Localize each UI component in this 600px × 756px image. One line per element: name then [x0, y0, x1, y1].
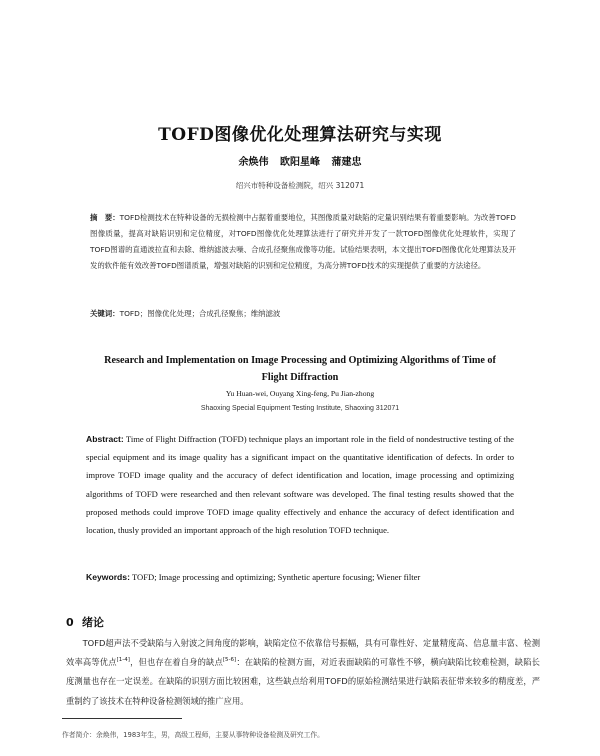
section-number: 0	[66, 616, 74, 629]
footnote: 作者简介：余焕伟，1983年生，男，高级工程师，主要从事特种设备检测及研究工作。	[62, 731, 324, 739]
abstract-cn	[90, 210, 516, 274]
body-text-part1: TOFD超声法不受缺陷与入射波之间角度的影响，缺陷定位不依靠信号振幅，具有可靠性好、定量精度高、信息量丰富、检测效率高等优点	[66, 638, 540, 668]
section-heading	[66, 614, 104, 630]
affiliation-cn: 绍兴市特种设备检测院，绍兴 312071	[235, 181, 365, 190]
keywords-en-text: TOFD; Image processing and optimizing; Synthetic aperture focusing; Wiener filter	[131, 572, 421, 582]
authors-en: Yu Huan-wei, Ouyang Xing-feng, Pu Jian-zhong	[225, 389, 375, 398]
body-text-part3: ：在缺陷的检测方面，对近表面缺陷的可靠性不够，横向缺陷比较难检测，缺陷长度测量也存在一定误差。在缺陷的识别方面比较困难，这些缺点给利用TOFD的原始检测结果进行缺陷表征带来较多的精度差，严重制约了该技术在特种设备检测领域的推广应用。	[66, 657, 540, 706]
citation-ref-2: [5-6]	[222, 657, 237, 664]
abstract-cn-text: TOFD检测技术在特种设备的无损检测中占据着重要地位，其图像质量对缺陷的定量识别结果有着重要影响。为改善TOFD图像质量，提高对缺陷识别和定位精度，对TOFD图像优化处理算法进行了研究并开发了一款TOFD图像优化处理软件，实现了TOFD图谱的直通波拉直和去除、维纳滤波去噪、合成孔径聚焦成像等功能。试验结果表明，本文提出TOFD图像优化处理算法及开发的软件能有效改善TOFD图谱质量，增强对缺陷的识别和定位精度，为高分辨TOFD技术的实现提供了重要的方法途径。	[90, 213, 516, 270]
title-cn: TOFD图像优化处理算法研究与实现	[158, 125, 442, 145]
abstract-en-text: Time of Flight Diffraction (TOFD) technique plays an important role in the field of nondestructive testing of the special equipment and its image quality has a significant impact on the quantitative identification of defects. In order to improve TOFD image quality and the accuracy of defect identification and location, image processing and optimizing algorithms of TOFD were researched and then relevant software was developed. The final testing results showed that the proposed methods could improve TOFD image quality effectively and enhance the accuracy of defect identification and location, thusly provided an important approach of the high resolution TOFD technique.	[86, 434, 514, 536]
body-text-part2: ，但也存在着自身的缺点	[129, 657, 223, 668]
title-en: Research and Implementation on Image Processing and Optimizing Algorithms of Time of Flight Diffraction	[104, 355, 496, 383]
keywords-cn	[90, 306, 516, 322]
body-paragraph	[66, 634, 540, 711]
abstract-cn-label: 摘 要：	[90, 213, 120, 222]
footnote-rule	[62, 718, 182, 719]
citation-ref-1: [1-4]	[116, 657, 130, 664]
affiliation-en: Shaoxing Special Equipment Testing Institute, Shaoxing 312071	[200, 405, 400, 412]
keywords-cn-text: TOFD；图像优化处理；合成孔径聚焦；维纳滤波	[119, 309, 281, 318]
section-title: 绪论	[82, 616, 104, 629]
keywords-cn-label: 关键词：	[90, 309, 120, 318]
keywords-en-label: Keywords:	[86, 572, 130, 582]
authors-cn: 余焕伟 欧阳星峰 蒲建忠	[238, 157, 362, 168]
keywords-en	[86, 572, 420, 582]
abstract-en-label: Abstract:	[86, 434, 124, 444]
abstract-en	[86, 430, 514, 539]
